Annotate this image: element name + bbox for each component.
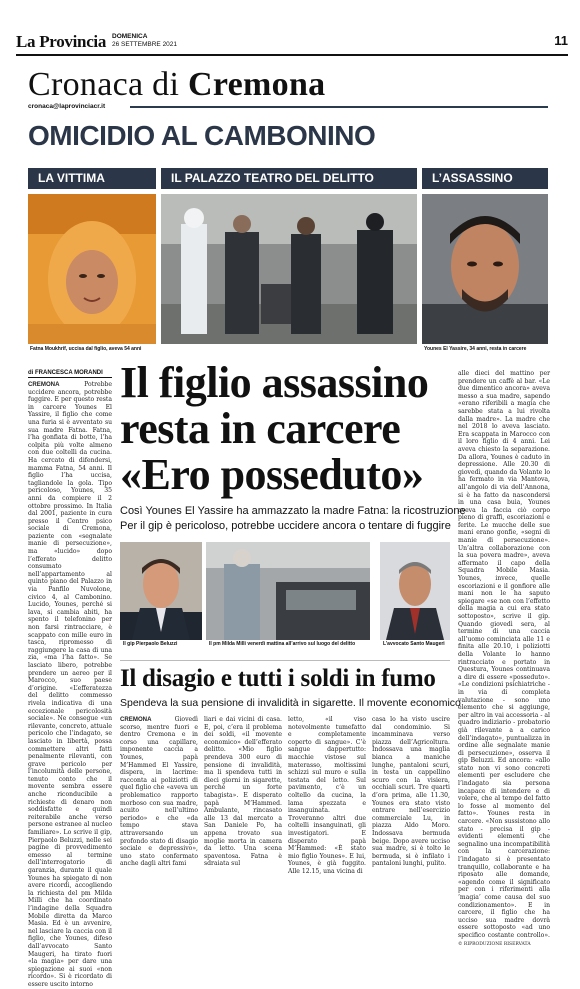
killer-photo [422, 194, 548, 344]
pm-photo [206, 542, 370, 640]
masthead-date: 26 SETTEMBRE 2021 [112, 41, 178, 48]
crime-scene-photo [161, 194, 417, 344]
dateline: CREMONA [28, 381, 60, 388]
lawyer-photo [380, 542, 450, 640]
label-victim: LA VITTIMA [28, 168, 156, 189]
second-column-1: CREMONA Giovedì scorso, mentre fuori e dentro Cremona e in corso una capillare, imponente caccia a Younes, papà M’Hammed El Yassire, dispera, in lacrime: racconta ai poliziotti di quel figlio che «aveva un problematico rapporto morboso con sua madre, acuito nell’ultimo periodo» e che «da tempo stava attraversando un profondo stato di disagio sociale e depressivo», uno stato confermato anche dagli altri fami [120, 716, 198, 868]
section-title: Cronaca di Cremona [28, 66, 326, 103]
second-column-4: casa lo ha visto uscire dal condominio. Si incamminava verso piazza dell’Agricoltura. Indossava una maglia bianca a maniche lunghe, pantaloni scuri, in testa un cappellino scuro con la visiera, occhiali scuri. Tre quarti d’ora prima, alle 11.30, Younes era stato visto entrare nell’esercizio commerciale Lu, in piazza Aldo Moro. Indossava bermuda beige. Dopo avere ucciso sua madre, si è tolto le bermuda, si è infilato i pantaloni lunghi, pulito. [372, 716, 450, 868]
article-column-left: CREMONA Potrebbe uccidere ancora, potrebbe fuggire. E per questo resta in carcere Younes El Yassire, il figlio che come una furia si è avventato su sua madre Fatna. Fatna, l’ha gonfiata di botte, l’ha colpita più volte almeno con due coltelli da cucina. Ha cercato di difendersi, mamma Fatna, 54 anni. Il figlio l’ha uccisa, tagliandole la gola. Tipo pericoloso, Younes, 35 anni da compiere il 2 ottobre prossimo. In Italia dal 2001, paziente in cura presso il Centro psico sociale di Cremona, paziente con «segnalate manie di persecuzione», ma «lucido» dopo l’efferato delitto consumato nell’appartamento al quinto piano del Palazzo in via Panfilo Nuvolone, civico 4, al Cambonino. Lucido, Younes, perché si lava, si cambia abiti, ha spento il telefonino per non farsi rintracciare, è scappato con mille euro in tasca, ripromesso di raggiungere la casa di una zia, «ma l’ha fatto». Se lasciato libero, potrebbe prendere un aereo per il Marocco, suo paese d’origine. «L’efferatezza del delitto commesso rivela indicativa di una eccezionale pericolosità sociale». Ne consegue «un rilevante, concreto, attuale pericolo che l’indagato, se lasciato in libertà, possa commettere altri fatti penalmente rilevanti, con grave pericolo per l’incolumità delle persone, tenuto conto che il movente sembra essere anche riconducibile a richieste di denaro non soddisfatte e quindi reiterabile anche verso persone estranee al nucleo familiare». Lo scrive il gip, Pierpaolo Beluzzi, nelle sei pagine di provvedimento emesso al termine dell’interrogatorio di garanzia, durante il quale Younes ha spiegato di non avere ricordi, accogliendo la richiesta del pm Milda Milli che ha coordinato l’indagine della Squadra Mobile diretta da Marco Masia. Ed è un avvenire, nel lasciare la caccia con il figlio, che Younes, difeso dall’avvocato Santo Maugeri, ha tirato fuori «la magia» per dare una spiegazione ai suoi «non ricordo». Si è ricordato di essere uscito intorno [28, 381, 112, 988]
second-article-divider [120, 660, 450, 661]
newspaper-logo: La Provincia [16, 32, 107, 51]
gip-caption: Il gip Pierpaolo Beluzzi [123, 641, 178, 647]
killer-caption: Younes El Yassire, 34 anni, resta in carcere [424, 346, 527, 352]
masthead-divider [16, 54, 568, 56]
second-subtitle: Spendeva la sua pensione di invalidità in sigarette. Il movente economico [120, 697, 461, 709]
label-palace: IL PALAZZO TEATRO DEL DELITTO [161, 168, 417, 189]
second-column-3: letto, «il viso notevolmente tumefatto e completamente coperto di sangue». C’è sangue dappertutto: macchie vistose sul materasso, moltissimi schizzi sul muro e sulla testata del letto. Sul pavimento, c’è un coltello da cucina, la lama spezzata e insanguinata. Troveranno altri due coltelli insanguinati, gli investigatori. E disperato papà M’Hammed: «È stato mio figlio Younes». E lui, Younes, è già fuggito. Alle 12.15, una vicina di [288, 716, 366, 875]
newspaper-masthead [16, 32, 568, 52]
second-headline: Il disagio e tutti i soldi in fumo [120, 665, 436, 692]
main-headline: Il figlio assassino resta in carcere «Ero posseduto» [120, 358, 429, 499]
author-underline [28, 377, 112, 378]
main-subtitle-2: Per il gip è pericoloso, potrebbe uccidere ancora o tentare di fuggire [120, 520, 451, 532]
lawyer-caption: L’avvocato Santo Maugeri [383, 641, 445, 647]
second-column-2: liari e dai vicini di casa. E, poi, c’era il problema dei soldi, «il movente economico» dell’efferato delitto. «Mio figlio prendeva 300 euro di pensione di invalidità, ma li spendeva tutti in dieci giorni in sigarette, perché un forte tabagista». E disperato papà M’Hammed. Ambulante, rincasato alle 13 dal mercato a San Daniele Po, ha appena trovato sua moglie morta in camera da letto. Una scena spaventosa. Fatna è sdraiata sul [204, 716, 282, 868]
page-number: 11 [554, 33, 568, 48]
victim-photo [28, 194, 156, 344]
main-subtitle-1: Così Younes El Yassire ha ammazzato la madre Fatna: la ricostruzione [120, 505, 466, 517]
article-author: di FRANCESCA MORANDI [28, 370, 103, 376]
copyright-note: © RIPRODUZIONE RISERVATA [458, 941, 531, 947]
top-headline: OMICIDIO AL CAMBONINO [28, 120, 376, 151]
label-killer: L’ASSASSINO [422, 168, 548, 189]
second-dateline: CREMONA [120, 716, 152, 723]
victim-caption: Fatna Moukhrif, uccisa dal figlio, aveva 54 anni [30, 346, 142, 352]
article-column-right: alle dieci del mattino per prendere un caffè al bar. «Le due dimentico ancora» aveva messo a sua madre, sapendo «erano riferibili a magia che sarebbe stata a lui rivolta dalla madre». La madre che nel 2018 lo aveva lasciato. Era scappata in Marocco con il loro figlio di 4 anni. Lei aveva chiesto la separazione. Da allora, Younes è caduto in depressione. Alle 20.30 di giovedì, quando da Volante lo ha fermato in via Mantova, all’angolo di via dell’Annona, si è ha fatto da nascondersi in una casa buia, Younes aveva la faccia ciò corpo pieno di graffi, escoriazioni e ferite. Le mucche delle sue mani erano gonfie, «segni di manie di persecuzione». Un’altra collaborazione con la sua povera madre», aveva affermato il capo della Squadra Mobile Masia. Younes, invece, quelle escoriazioni e il gonfiore alle mani non le ha saputo spiegare «se non con l’effetto della magia a cui era stato sottoposto», scrive il gip. Quando giovedì sera, al termine di una caccia all’uomo cominciata alle 11 e finita alle 20.10, i poliziotti della Volante lo hanno rintracciato e portato in Questura, Younes continuava a dire di essere «posseduto». «Le condizioni psichiatriche - in via di completa valutazione - sono uno elemento che si aggiunge, per altro in vai accessoria - al quadro indiziario - probatorio già rilevante a a carico dell’indagato», puntualizza in ordine alle segnalate manie di persecuzione», osserva il gip Beluzzi. Ed ancora: «allo stato non vi sono concreti elementi per escludere che l’indagato sia persona incapace di intendere e di volere, che al tempo del fatto lo fosse al momento del fatto». Younes resta in carcere. «Non sussistono allo stato - precisa il gip - evidenti elementi che segnalino una incompatibilità con la carcerazione: l’indagato si è presentato tranquillo, collaborante e ha riposato alle domande, «agendo come il significato per con i riferimenti alla ’magia’ come causa del suo condizionamento». E in carcere, il figlio che ha ucciso sua madre dovrà essere sottoposto «ad uno specifico costante controllo». © RIPRODUZIONE RISERVATA [458, 370, 550, 947]
section-divider [130, 106, 548, 108]
pm-caption: Il pm Milda Milli venerdì mattina all’arrivo sul luogo del delitto [209, 641, 356, 647]
gip-photo [120, 542, 202, 640]
section-email: cronaca@laprovinciacr.it [28, 103, 106, 110]
masthead-day: DOMENICA [112, 33, 148, 40]
